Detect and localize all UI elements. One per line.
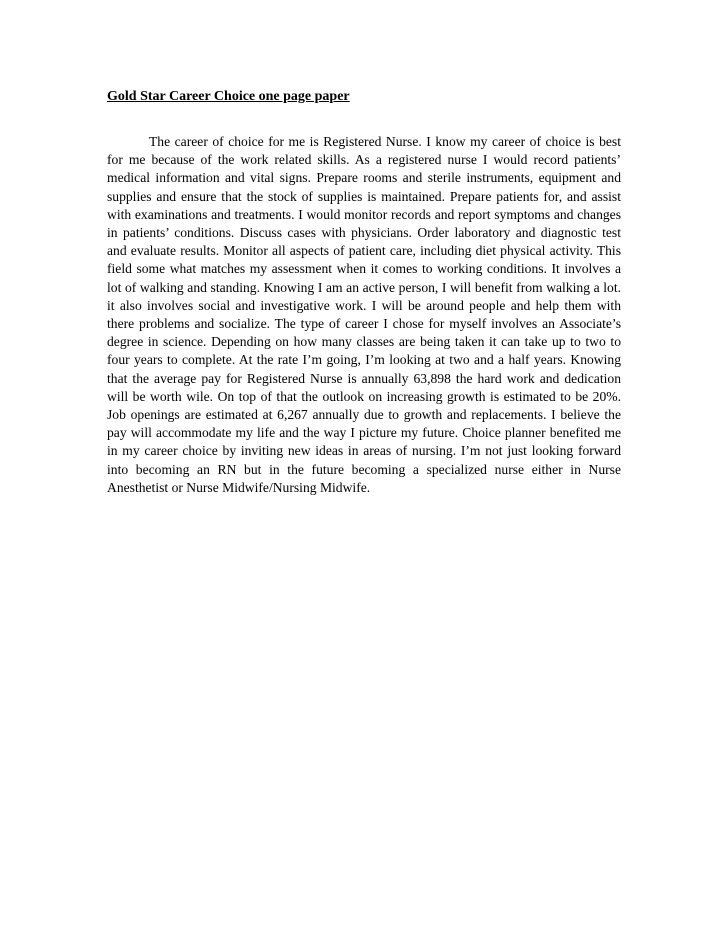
body-paragraph: The career of choice for me is Registered Nurse. I know my career of choice is best for me because of the work related skills. As a registered nurse I would record patients’ medical information and vital signs. Prepare rooms and sterile instruments, equipment and supplies and ensure that the stock of supplies is maintained. Prepare patients for, and assist with examinations and treatments. I would monitor records and report symptoms and changes in patients’ conditions. Discuss cases with physicians. Order laboratory and diagnostic test and evaluate results. Monitor all aspects of patient care, including diet physical activity. This field some what matches my assessment when it comes to working conditions. It involves a lot of walking and standing. Knowing I am an active person, I will benefit from walking a lot. it also involves social and investigative work. I will be around people and help them with there problems and socialize. The type of career I chose for myself involves an Associate’s degree in science. Depending on how many classes are being taken it can take up to two to four years to complete. At the rate I’m going, I’m looking at two and a half years. Knowing that the average pay for Registered Nurse is annually 63,898 the hard work and dedication will be worth wile. On top of that the outlook on increasing growth is estimated to be 20%. Job openings are estimated at 6,267 annually due to growth and replacements. I believe the pay will accommodate my life and the way I picture my future. Choice planner benefited me in my career choice by inviting new ideas in areas of nursing. I’m not just looking forward into becoming an RN but in the future becoming a specialized nurse either in Nurse Anesthetist or Nurse Midwife/Nursing Midwife. xyxy=(107,134,621,495)
page-title: Gold Star Career Choice one page paper xyxy=(107,89,350,104)
